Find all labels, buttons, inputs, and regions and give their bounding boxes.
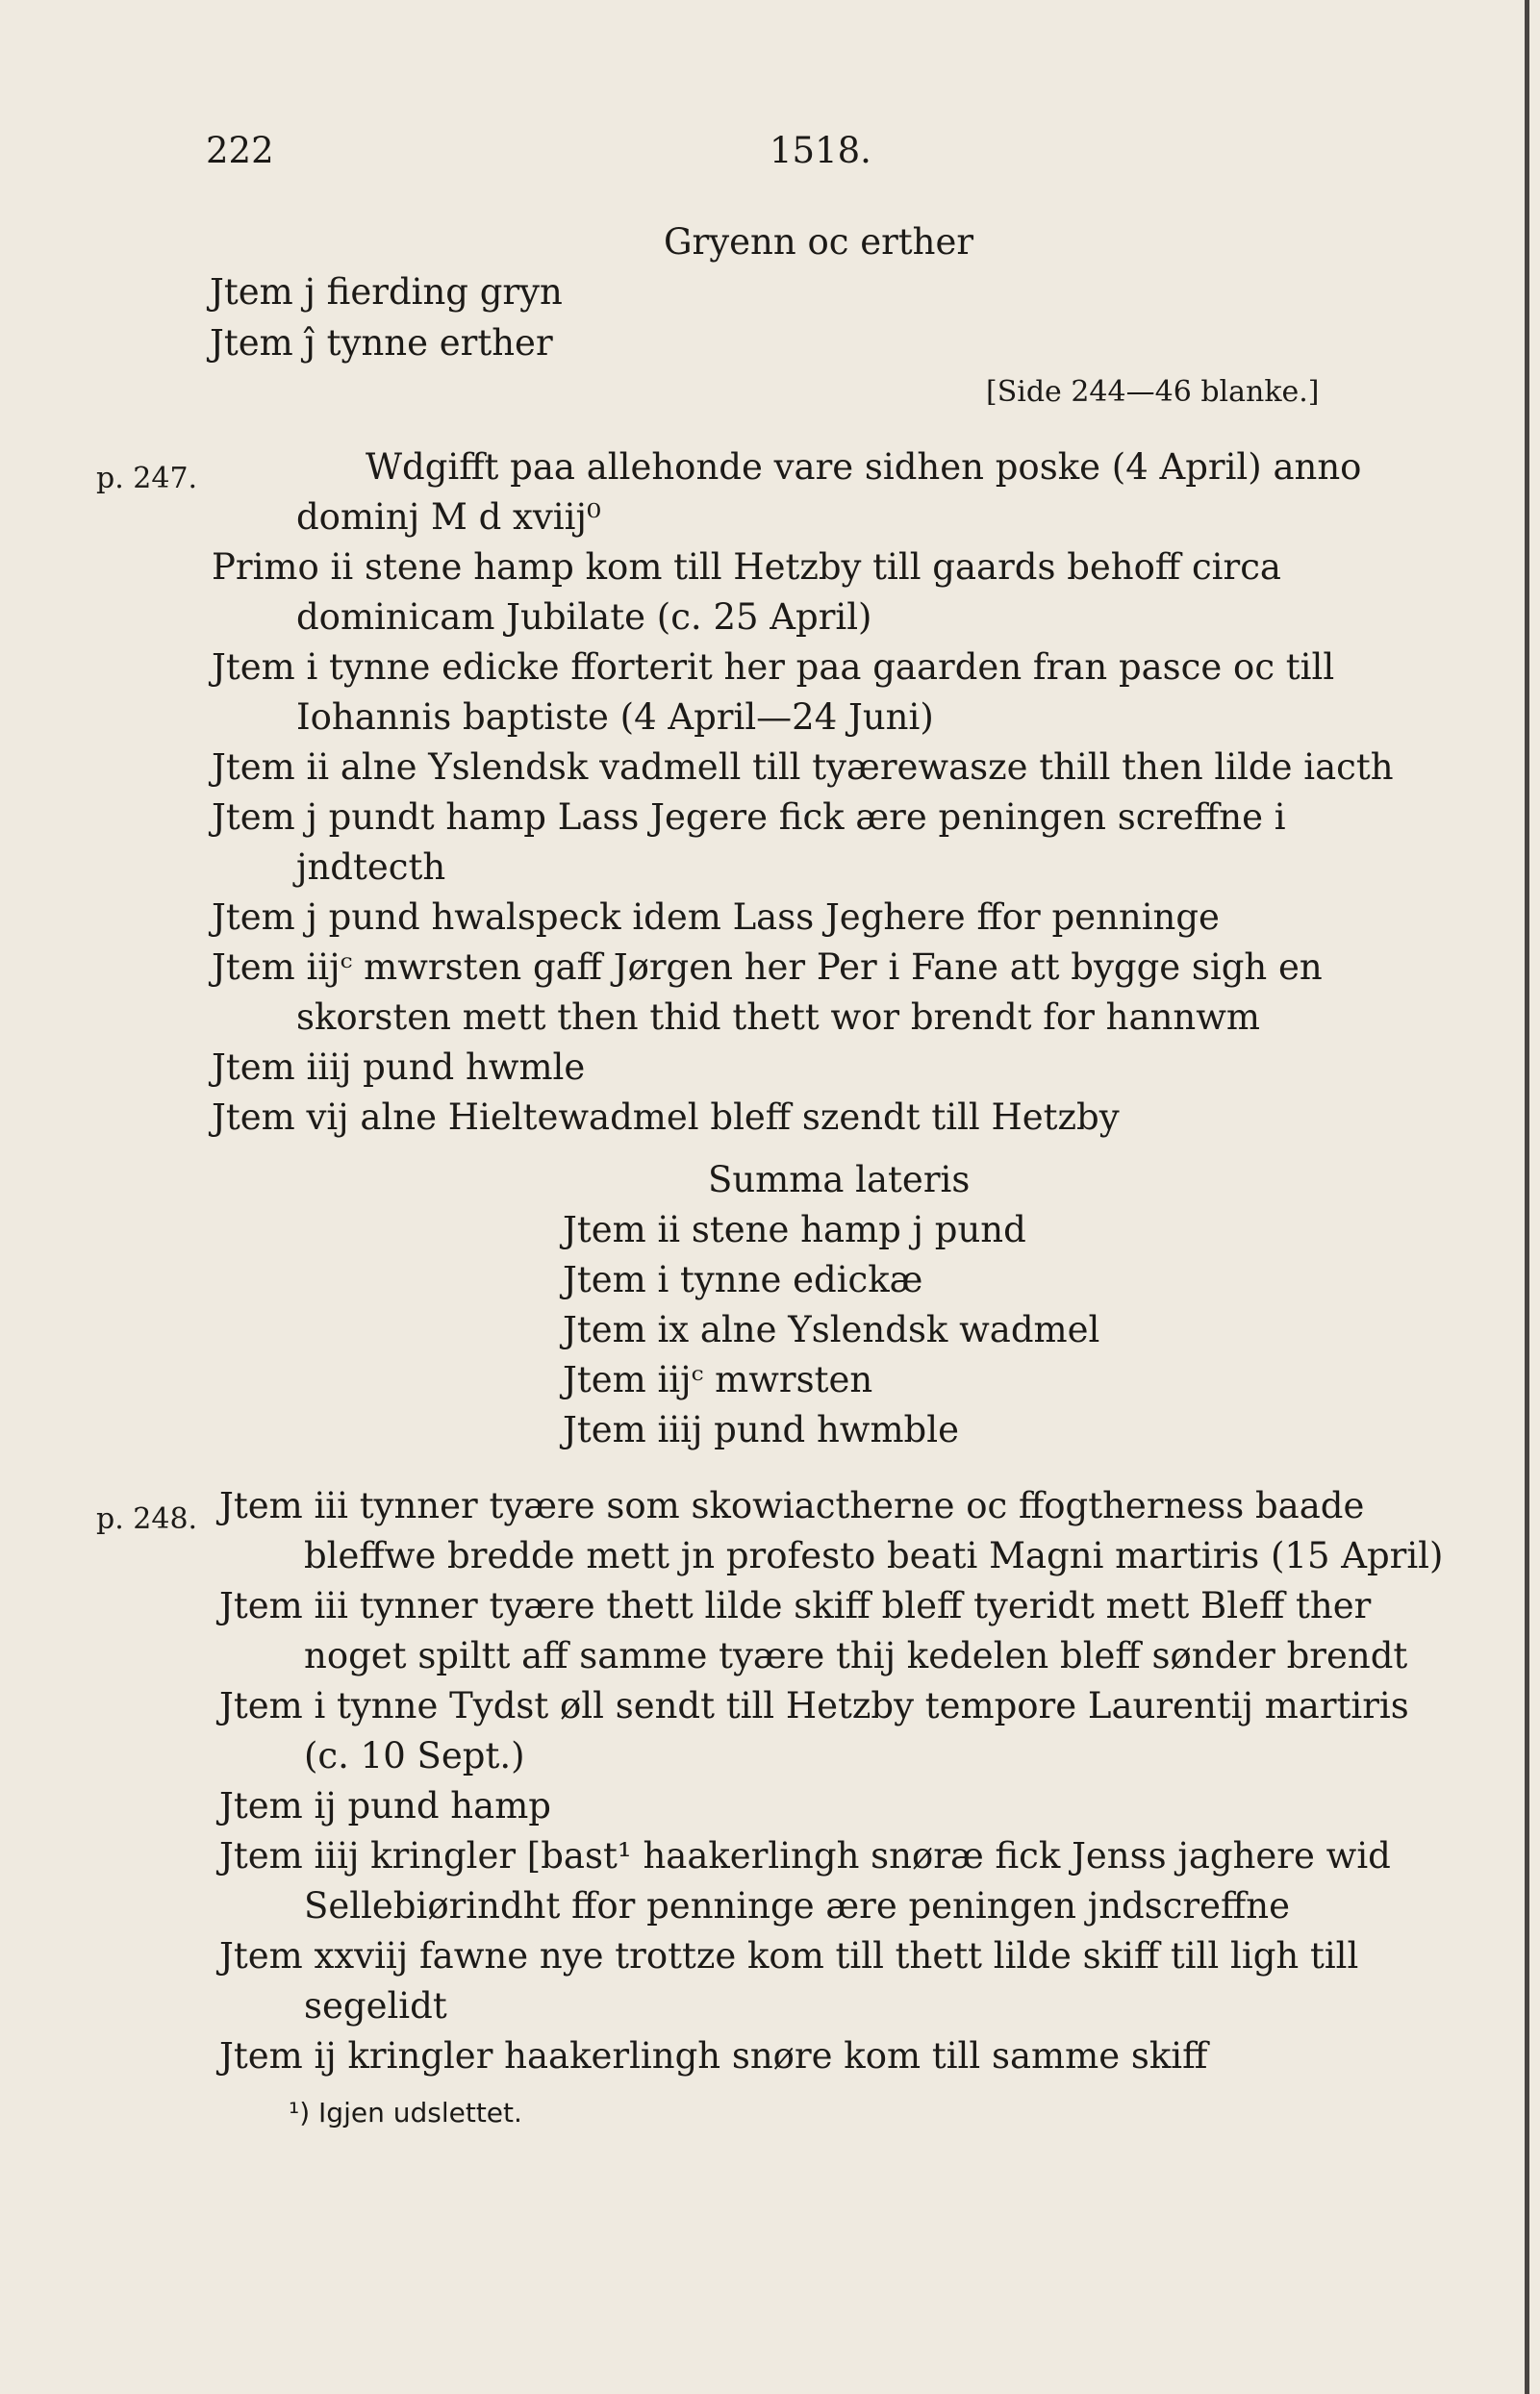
summa-line: Jtem ii stene hamp j pund [563,1209,1026,1250]
summa-line: Jtem iijᶜ mwrsten [563,1359,873,1400]
entry-line: Jtem i tynne edicke fforterit her paa gaarden fran pasce oc till [212,646,1335,688]
entry-line: Jtem iijᶜ mwrsten gaff Jørgen her Per i Fane att bygge sigh en [212,946,1323,988]
entry-line: Jtem iii tynner tyære som skowiactherne oc ffogtherness baade [219,1485,1365,1526]
entry-line: Jtem vij alne Hieltewadmel bleff szendt till Hetzby [212,1096,1120,1138]
entry-line: Jtem ij pund hamp [219,1785,551,1827]
entry-line: Iohannis baptiste (4 April—24 Juni) [296,696,934,738]
entry-line: Jtem j fierding gryn [210,271,563,313]
page-number: 222 [206,130,274,171]
entry-line: Jtem xxviij fawne nye trottze kom till thett lilde skiff till ligh till [219,1935,1359,1977]
summa-title: Summa lateris [708,1159,971,1200]
entry-line: dominicam Jubilate (c. 25 April) [296,596,872,638]
section-247-body [212,442,1452,1143]
margin-page-ref: p. 248. [96,1502,198,1536]
summa-line: Jtem ix alne Yslendsk wadmel [563,1309,1100,1350]
entry-line: Wdgifft paa allehonde vare sidhen poske (4 April) anno [366,446,1362,488]
entry-line: Jtem j pund hwalspeck idem Lass Jeghere ffor penninge [212,896,1220,938]
summa-line: Jtem iiij pund hwmble [563,1409,959,1450]
entry-line: dominj M d xviij⁰ [296,496,601,538]
footnote: ¹) Igjen udslettet. [289,2097,522,2129]
page-edge-shadow [1525,0,1529,2394]
entry-line: Jtem ii alne Yslendsk vadmell till tyærewasze thill then lilde iacth [212,746,1394,788]
summa-line: Jtem i tynne edickæ [563,1259,923,1300]
entry-line: Primo ii stene hamp kom till Hetzby till gaards behoff circa [212,546,1281,588]
section-heading: Gryenn oc erther [664,221,974,263]
entry-line: noget spiltt aff samme tyære thij kedelen bleff sønder brendt [304,1635,1408,1676]
entry-line: Sellebiørindht ffor penninge ære peningen jndscreffne [304,1885,1291,1927]
page-year: 1518. [770,130,871,171]
entry-line: segelidt [304,1985,447,2027]
entry-line: jndtecth [296,846,446,888]
entry-line: Jtem iii tynner tyære thett lilde skiff bleff tyeridt mett Bleff ther [219,1585,1372,1626]
entry-line: Jtem iiij pund hwmle [212,1046,586,1088]
entry-line: Jtem ĵ tynne erther [210,322,553,364]
entry-line: bleffwe bredde mett jn profesto beati Magni martiris (15 April) [304,1535,1444,1576]
entry-line: Jtem i tynne Tydst øll sendt till Hetzby tempore Laurentij martiris [219,1685,1409,1726]
margin-page-ref: p. 247. [96,462,198,495]
editorial-note: [Side 244—46 blanke.] [986,375,1320,409]
entry-line: Jtem j pundt hamp Lass Jegere fick ære peningen screffne i [212,796,1286,838]
entry-line: Jtem iiij kringler [bast¹ haakerlingh snøræ fick Jenss jaghere wid [219,1835,1391,1877]
section-248-body [219,1481,1452,2081]
entry-line: Jtem ij kringler haakerlingh snøre kom till samme skiff [219,2035,1208,2077]
entry-line: skorsten mett then thid thett wor brendt for hannwm [296,996,1260,1038]
entry-line: (c. 10 Sept.) [304,1735,525,1777]
